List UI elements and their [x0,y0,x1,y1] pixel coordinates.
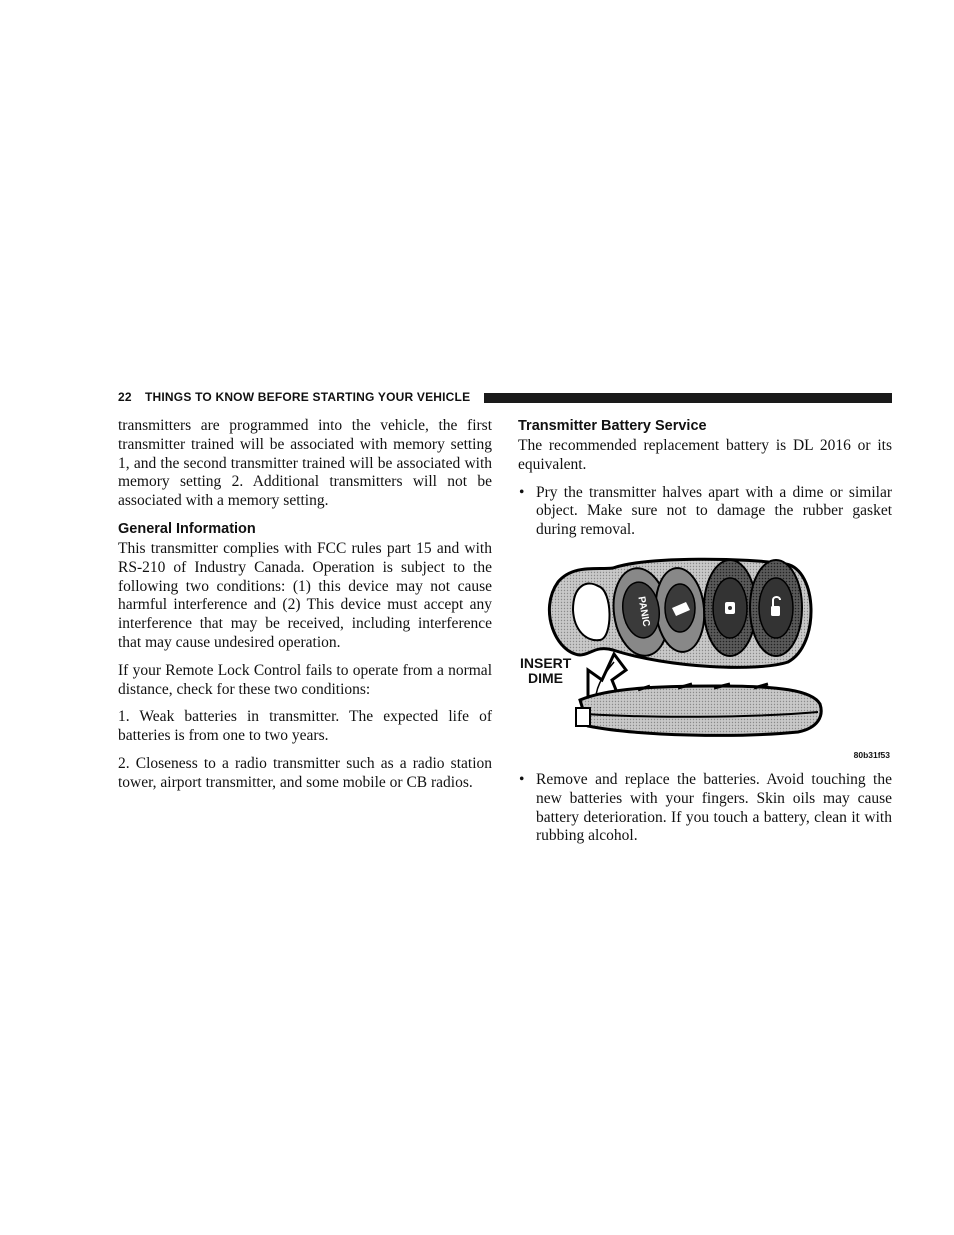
intro-paragraph: transmitters are programmed into the vehicle, the first transmitter trained will be associated with memory setting 1, and the second transmitter trained will be associated with memory setting 2. Additional transmitters will not be associated with a memory setting. [118,417,492,510]
bullet-text: Remove and replace the batteries. Avoid touching the new batteries with your fingers. Skin oils may cause battery deterioration. If you touch a battery, clean it with rubbing alcohol. [536,770,892,845]
transmitter-illustration [518,550,892,765]
page-header [118,389,892,407]
insert-dime-label-line2: DIME [528,669,563,686]
bullet-dot: • [519,483,525,501]
insert-dime-label-line1: INSERT [520,654,572,671]
running-title: THINGS TO KNOW BEFORE STARTING YOUR VEHICLE [145,390,471,404]
general-information-heading: General Information [118,520,256,537]
battery-service-heading: Transmitter Battery Service [518,418,707,434]
bullet-item-replace [518,771,892,846]
condition-2: 2. Closeness to a radio transmitter such as a radio station tower, airport transmitter, and some mobile or CB radios. [118,754,492,791]
general-information-paragraph: This transmitter complies with FCC rules part 15 and with RS-210 of Industry Canada. Operation is subject to the following two conditions: (1) this device may not cause harmful interference and (2) This device must accept any interference that may be received, including interference that may cause undesired operation. [118,539,492,651]
right-column [518,417,892,855]
transmitter-figure [518,550,892,765]
header-rule-bar [484,393,892,403]
condition-1: 1. Weak batteries in transmitter. The expected life of batteries is from one to two years. [118,708,492,745]
bullet-item-pry [518,484,892,540]
panic-button-label: PANIC [635,595,652,628]
fails-to-operate-paragraph: If your Remote Lock Control fails to operate from a normal distance, check for these two conditions: [118,661,492,698]
bullet-text: Pry the transmitter halves apart with a dime or similar object. Make sure not to damage the rubber gasket during removal. [536,483,892,539]
figure-code: 80b31f53 [853,750,890,761]
page-number: 22 [118,390,132,404]
battery-paragraph: The recommended replacement battery is DL 2016 or its equivalent. [518,437,892,473]
bullet-dot: • [519,770,525,788]
left-column [118,417,492,802]
